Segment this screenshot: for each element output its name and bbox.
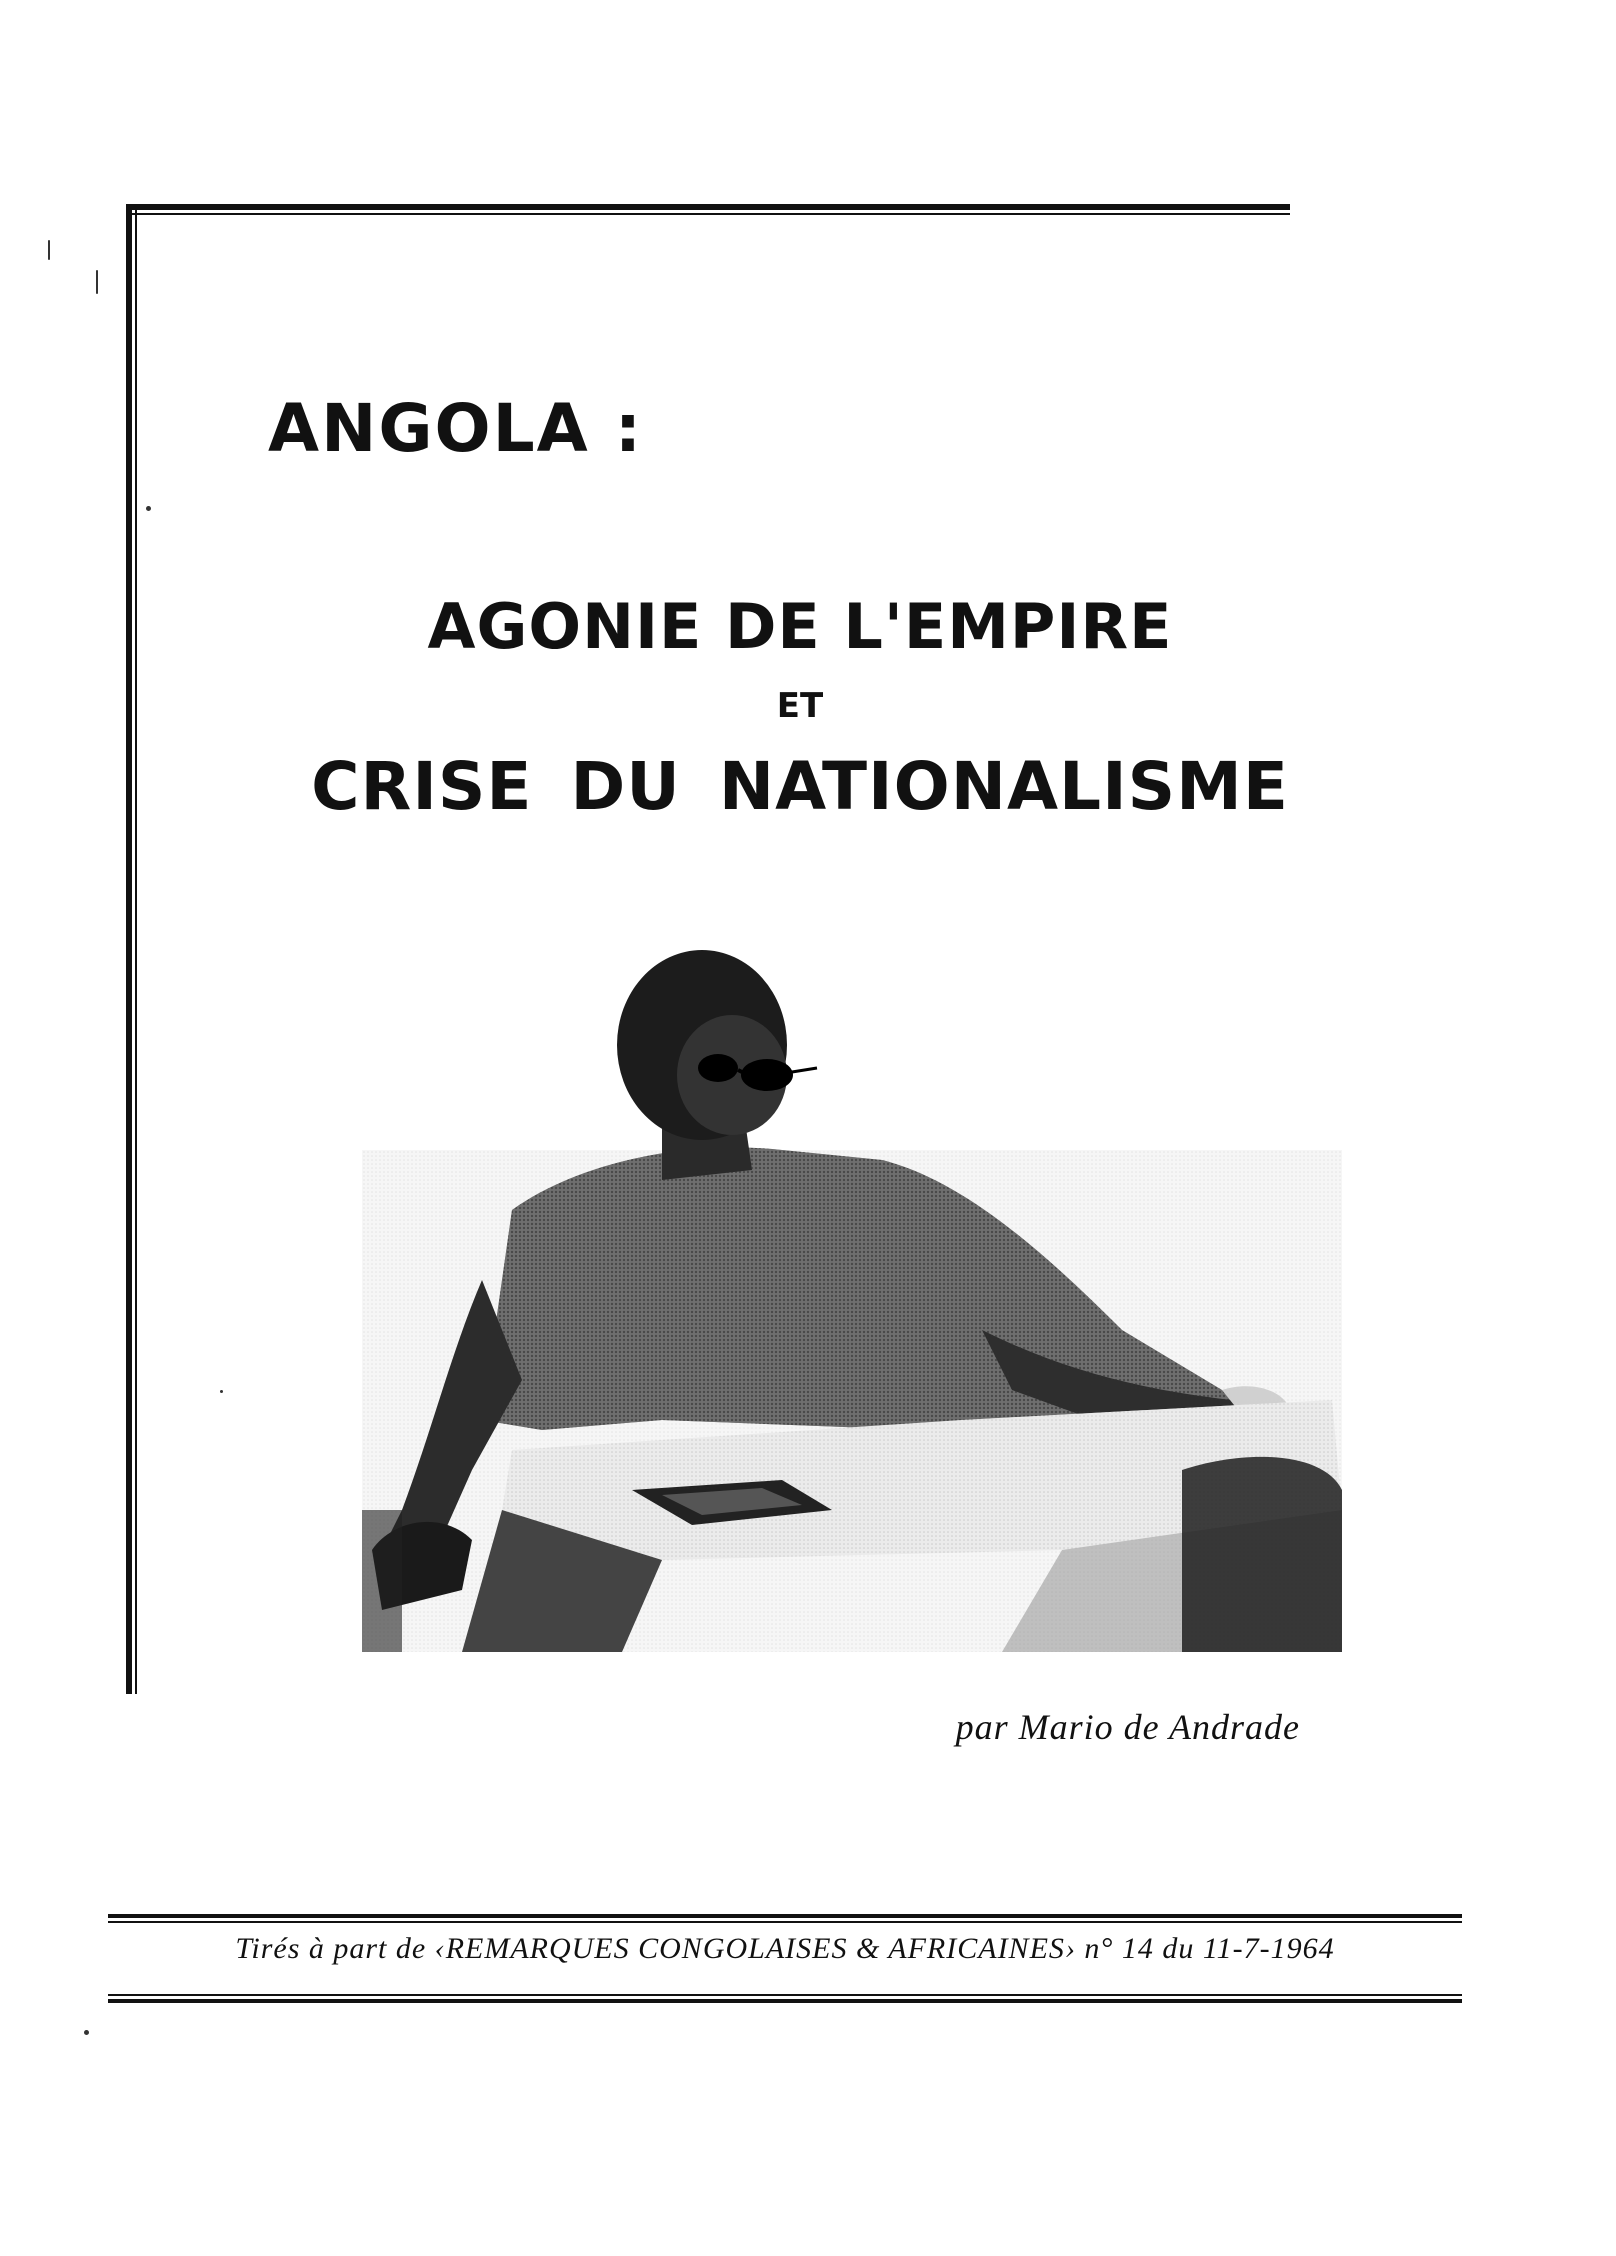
footer-rule-bottom xyxy=(108,1999,1462,2003)
portrait-photo-icon xyxy=(362,950,1342,1652)
author-byline: par Mario de Andrade xyxy=(955,1707,1300,1747)
scan-speck xyxy=(96,270,98,294)
frame-top-rule xyxy=(128,204,1290,210)
frame-left-rule-thin xyxy=(135,210,137,1694)
footer-rule-bottom-thin xyxy=(108,1994,1462,1996)
scan-speck xyxy=(84,2030,89,2035)
title-country: ANGOLA : xyxy=(268,390,644,467)
portrait-photo xyxy=(362,950,1342,1652)
title-connector: ET xyxy=(776,686,824,726)
scan-speck xyxy=(220,1390,223,1393)
footer-rule-top-thin xyxy=(108,1921,1462,1923)
frame-top-rule-thin xyxy=(128,213,1290,215)
title-line-2: CRISE DU NATIONALISME xyxy=(311,748,1289,825)
scan-speck xyxy=(146,506,151,511)
reprint-note: Tirés à part de ‹REMARQUES CONGOLAISES & AFRICAINES› n° 14 du 11-7-1964 xyxy=(235,1932,1335,1965)
footer-rule-top xyxy=(108,1914,1462,1918)
scan-speck xyxy=(48,240,50,260)
frame-left-rule xyxy=(126,204,132,1694)
title-line-1: AGONIE DE L'EMPIRE xyxy=(427,590,1173,663)
